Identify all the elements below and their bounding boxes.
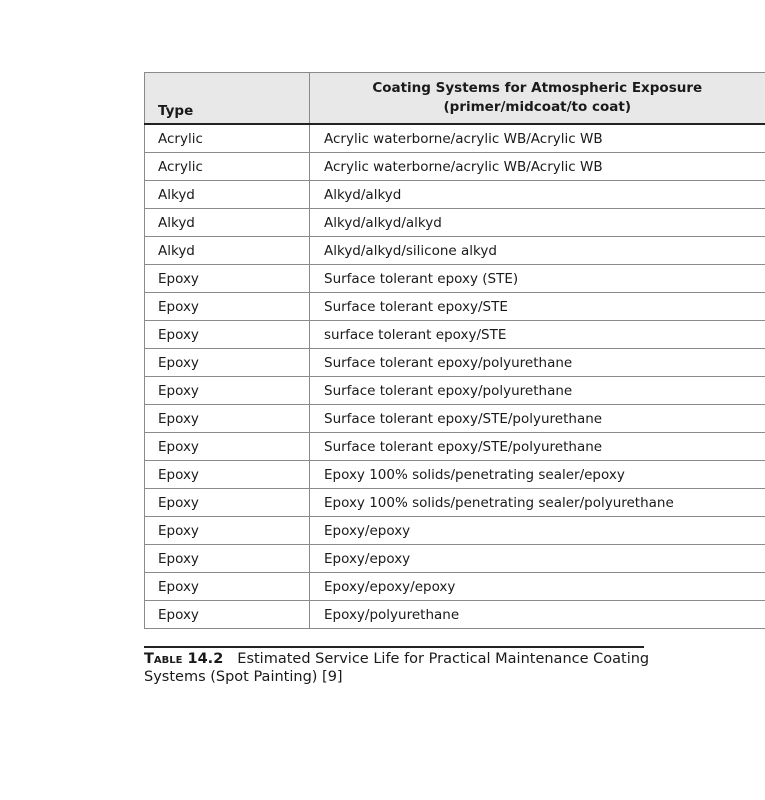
cell-type: Epoxy	[145, 461, 310, 489]
table-caption-label: Table 14.2	[144, 651, 224, 667]
column-header-systems-line2: (primer/midcoat/to coat)	[443, 99, 631, 115]
table-row	[145, 349, 765, 377]
cell-type: Epoxy	[145, 517, 310, 545]
cell-type: Alkyd	[145, 209, 310, 237]
cell-type: Epoxy	[145, 601, 310, 629]
cell-type: Alkyd	[145, 237, 310, 265]
cell-coating-system: Alkyd/alkyd	[310, 181, 765, 209]
cell-coating-system: Surface tolerant epoxy (STE)	[310, 265, 765, 293]
cell-coating-system: surface tolerant epoxy/STE	[310, 321, 765, 349]
table-row	[145, 489, 765, 517]
cell-type: Acrylic	[145, 153, 310, 181]
cell-type: Epoxy	[145, 321, 310, 349]
cell-coating-system: Surface tolerant epoxy/polyurethane	[310, 377, 765, 405]
table-row	[145, 265, 765, 293]
table-row	[145, 601, 765, 629]
cell-coating-system: Surface tolerant epoxy/STE/polyurethane	[310, 405, 765, 433]
cell-coating-system: Alkyd/alkyd/alkyd	[310, 209, 765, 237]
cell-coating-system: Surface tolerant epoxy/STE/polyurethane	[310, 433, 765, 461]
table-row	[145, 237, 765, 265]
cell-coating-system: Epoxy 100% solids/penetrating sealer/polyurethane	[310, 489, 765, 517]
cell-type: Alkyd	[145, 181, 310, 209]
table-row	[145, 517, 765, 545]
cell-coating-system: Alkyd/alkyd/silicone alkyd	[310, 237, 765, 265]
table-row	[145, 153, 765, 181]
cell-coating-system: Epoxy/epoxy	[310, 545, 765, 573]
table-row	[145, 181, 765, 209]
cell-type: Epoxy	[145, 405, 310, 433]
table-row	[145, 461, 765, 489]
cell-type: Epoxy	[145, 545, 310, 573]
table-row	[145, 545, 765, 573]
table-body	[145, 124, 765, 629]
table-header-row	[145, 73, 765, 125]
cell-type: Epoxy	[145, 377, 310, 405]
cell-type: Epoxy	[145, 293, 310, 321]
table-row	[145, 573, 765, 601]
column-header-type-label: Type	[158, 103, 194, 119]
table-row	[145, 321, 765, 349]
table-caption-text: Estimated Service Life for Practical Maintenance Coating Systems (Spot Painting) [9]	[144, 651, 650, 685]
cell-coating-system: Epoxy/epoxy/epoxy	[310, 573, 765, 601]
cell-coating-system: Epoxy/epoxy	[310, 517, 765, 545]
cell-type: Epoxy	[145, 265, 310, 293]
cell-type: Acrylic	[145, 124, 310, 153]
table-row	[145, 377, 765, 405]
column-header-coating-systems	[310, 73, 765, 125]
cell-coating-system: Surface tolerant epoxy/polyurethane	[310, 349, 765, 377]
caption-rule	[144, 646, 644, 648]
cell-coating-system: Epoxy/polyurethane	[310, 601, 765, 629]
column-header-type	[145, 73, 310, 125]
table-row	[145, 293, 765, 321]
table-caption	[144, 650, 664, 686]
cell-coating-system: Surface tolerant epoxy/STE	[310, 293, 765, 321]
coating-systems-table	[144, 72, 765, 629]
table-row	[145, 433, 765, 461]
cell-type: Epoxy	[145, 433, 310, 461]
table-row	[145, 405, 765, 433]
cell-coating-system: Epoxy 100% solids/penetrating sealer/epoxy	[310, 461, 765, 489]
column-header-systems-line1: Coating Systems for Atmospheric Exposure	[372, 80, 703, 96]
table-row	[145, 209, 765, 237]
table-row	[145, 124, 765, 153]
cell-type: Epoxy	[145, 349, 310, 377]
cell-type: Epoxy	[145, 573, 310, 601]
cell-coating-system: Acrylic waterborne/acrylic WB/Acrylic WB	[310, 153, 765, 181]
cell-coating-system: Acrylic waterborne/acrylic WB/Acrylic WB	[310, 124, 765, 153]
cell-type: Epoxy	[145, 489, 310, 517]
